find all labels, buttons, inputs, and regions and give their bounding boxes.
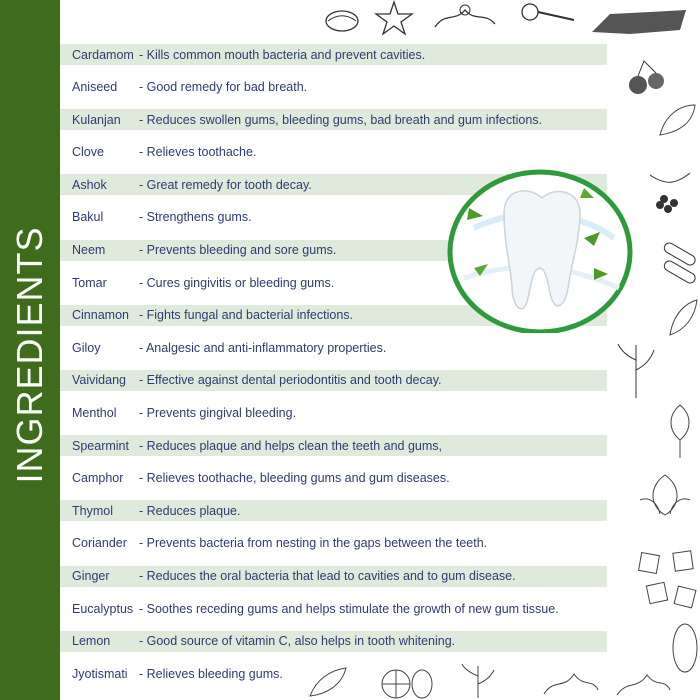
- ingredient-name: Giloy: [72, 340, 101, 355]
- ingredient-description: - Good source of vitamin C, also helps in tooth whitening.: [139, 634, 456, 649]
- ingredient-row: [60, 77, 607, 98]
- camphor-cubes-sketch-icon: [636, 548, 700, 618]
- ingredient-row: [60, 631, 607, 652]
- ingredient-name: Aniseed: [72, 80, 118, 95]
- ingredient-name: Cardamom: [72, 47, 134, 62]
- ginger-sketch-icon: [540, 664, 600, 700]
- tooth-icon: [444, 168, 634, 333]
- ingredient-description: - Relieves bleeding gums.: [139, 666, 283, 681]
- ingredient-description: - Reduces the oral bacteria that lead to cavities and to gum disease.: [139, 569, 516, 583]
- ginger-sketch-icon: [612, 660, 672, 700]
- leaf-sketch-icon: [458, 662, 498, 700]
- bark-sketch-icon: [590, 6, 690, 36]
- star-anise-sketch-icon: [372, 0, 416, 36]
- ingredient-name: Vaividang: [72, 373, 126, 388]
- ingredient-description: - Cures gingivitis or bleeding gums.: [139, 275, 335, 290]
- ingredient-name: Thymol: [72, 503, 113, 518]
- ingredient-description: - Strengthens gums.: [139, 210, 252, 225]
- ingredient-description: - Reduces plaque.: [139, 503, 241, 518]
- ingredient-description: - Effective against dental periodontitis and tooth decay.: [139, 373, 442, 388]
- ingredient-description: - Good remedy for bad breath.: [139, 80, 308, 95]
- ingredient-row: [60, 109, 607, 130]
- ingredient-row: [60, 598, 607, 619]
- leaf-sketch-icon: [665, 295, 700, 340]
- ingredient-name: Spearmint: [72, 438, 129, 453]
- ingredient-description: - Prevents gingival bleeding.: [139, 406, 297, 421]
- ingredient-row: [60, 44, 607, 65]
- ingredient-description: - Reduces swollen gums, bleeding gums, bad breath and gum infections.: [139, 112, 543, 127]
- ingredient-description: - Prevents bacteria from nesting in the gaps between the teeth.: [139, 536, 488, 551]
- ingredient-row: [60, 500, 607, 521]
- ingredient-description: - Fights fungal and bacterial infections.: [139, 308, 354, 323]
- ingredient-name: Kulanjan: [72, 112, 121, 127]
- sidebar: [0, 0, 60, 700]
- ingredient-row: [60, 533, 607, 554]
- ingredient-name: Tomar: [72, 275, 107, 290]
- ingredient-description: - Analgesic and anti-inflammatory properties.: [139, 340, 387, 355]
- ingredient-description: - Great remedy for tooth decay.: [139, 177, 312, 192]
- ingredient-description: - Relieves toothache.: [139, 145, 257, 160]
- ingredient-row: [60, 370, 607, 391]
- ingredient-name: Ashok: [72, 177, 107, 192]
- ingredient-row: [60, 468, 607, 489]
- leaf-sketch-icon: [612, 340, 660, 400]
- leaf-sketch-icon: [655, 100, 700, 140]
- mint-sketch-icon: [660, 400, 700, 460]
- ginger-sketch-icon: [430, 2, 500, 34]
- ingredient-description: - Prevents bleeding and sore gums.: [139, 243, 337, 258]
- ingredient-description: - Kills common mouth bacteria and prevent cavities.: [139, 47, 426, 62]
- lemon-sketch-icon: [670, 620, 700, 675]
- lemon-sketch-icon: [378, 664, 434, 700]
- ingredient-description: - Soothes receding gums and helps stimulate the growth of new gum tissue.: [139, 601, 559, 616]
- clove-sketch-icon: [518, 0, 578, 26]
- ingredient-name: Eucalyptus: [72, 601, 134, 616]
- ingredient-row: [60, 566, 607, 587]
- ingredient-name: Ginger: [72, 569, 110, 583]
- ingredient-name: Lemon: [72, 634, 111, 649]
- ingredient-row: [60, 142, 607, 163]
- berries-sketch-icon: [622, 55, 672, 100]
- ingredient-name: Clove: [72, 145, 104, 160]
- ingredient-name: Camphor: [72, 471, 124, 486]
- ingredient-name: Neem: [72, 243, 106, 258]
- ingredients-list: [60, 44, 607, 696]
- ingredient-row: [60, 337, 607, 358]
- ingredient-name: Menthol: [72, 406, 117, 421]
- ingredient-name: Cinnamon: [72, 308, 129, 323]
- ingredient-description: - Reduces plaque and helps clean the teeth and gums,: [139, 438, 442, 453]
- ingredient-row: [60, 435, 607, 456]
- berries-sketch-icon: [640, 165, 698, 220]
- ingredient-name: Bakul: [72, 210, 104, 225]
- cardamom-sketch-icon: [322, 6, 362, 36]
- ingredient-name: Jyotismati: [72, 666, 128, 681]
- mint-sketch-icon: [630, 470, 700, 535]
- cinnamon-sketch-icon: [658, 240, 700, 290]
- ingredient-name: Coriander: [72, 536, 127, 551]
- ingredient-row: [60, 403, 607, 424]
- sidebar-title: INGREDIENTS: [9, 226, 50, 484]
- ingredient-description: - Relieves toothache, bleeding gums and gum diseases.: [139, 471, 450, 486]
- leaf-sketch-icon: [306, 662, 350, 700]
